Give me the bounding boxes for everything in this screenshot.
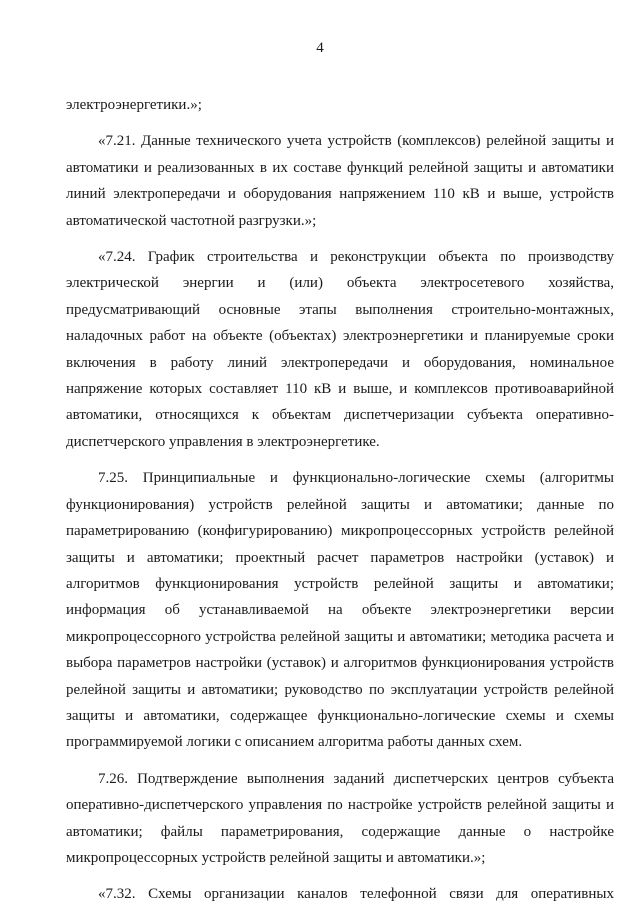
paragraph-7-32: «7.32. Схемы организации каналов телефонной связи для оперативных	[98, 886, 614, 903]
paragraph-7-24: «7.24. График строительства и реконструкции объекта по производству электрической энергии и (или) объекта электросетевого хозяйства, предусматривающий основные этапы выполнения строительно-монтажных, наладочных работ на объекте (объектах) электроэнергетики и планируемые сроки включения в работу линий электропередачи и оборудования, номинальное напряжение которых составляет 110 кВ и выше, и комплексов противоаварийной автоматики, относящихся к объектам диспетчеризации субъекта оперативно-диспетчерского управления в электроэнергетике.	[66, 249, 614, 450]
document-body	[66, 92, 614, 908]
paragraph-7-21: «7.21. Данные технического учета устройств (комплексов) релейной защиты и автоматики и реализованных в их составе функций релейной защиты и автоматики линий электропередачи и оборудования напряжением 110 кВ и выше, устройств автоматической частотной разгрузки.»;	[66, 133, 614, 229]
paragraph-7-25: 7.25. Принципиальные и функционально-логические схемы (алгоритмы функционирования) устройств релейной защиты и автоматики; данные по параметрированию (конфигурированию) микропроцессорных устройств релейной защиты и автоматики; проектный расчет параметров настройки (уставок) и алгоритмов функционирования устройств релейной защиты и автоматики; информация об устанавливаемой на объекте электроэнергетики версии микропроцессорного устройства релейной защиты и автоматики; методика расчета и выбора параметров настройки (уставок) и алгоритмов функционирования устройств релейной защиты и автоматики; руководство по эксплуатации устройств релейной защиты и автоматики, содержащее функционально-логические схемы и схемы программируемой логики с описанием алгоритма работы данных схем.	[66, 470, 614, 751]
paragraph-7-26: 7.26. Подтверждение выполнения заданий диспетчерских центров субъекта оперативно-диспетчерского управления по настройке устройств релейной защиты и автоматики; файлы параметрирования, содержащие данные о настройке микропроцессорных устройств релейной защиты и автоматики.»;	[66, 770, 614, 866]
paragraph-continuation: электроэнергетики.»;	[66, 97, 202, 113]
page-number: 4	[316, 40, 324, 56]
